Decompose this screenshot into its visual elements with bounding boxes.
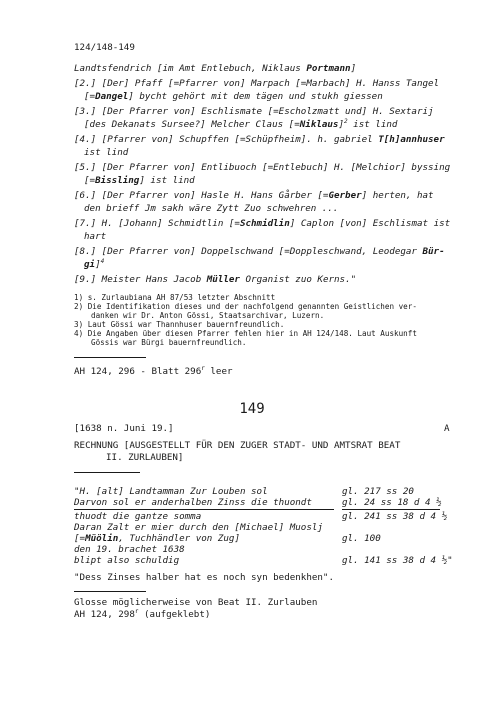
entry-5-line-1: [5.] [Der Pfarrer von] Entlibuoch [=Entlebuch] H. [Melchior] byssing: [74, 162, 451, 173]
document-title-line-1: RECHNUNG [AUSGESTELLT FÜR DEN ZUGER STADT- UND AMTSRAT BEAT: [74, 440, 401, 451]
divider: [74, 357, 146, 358]
footnote-2-line-2: danken wir Dr. Anton Gössi, Staatsarchivar, Luzern.: [91, 311, 325, 320]
account-line: den 19. brachet 1638: [74, 544, 185, 555]
entry-7-line-1: [7.] H. [Johann] Schmidtlin [=Schmidlin] Caplon [von] Eschlismat ist: [74, 218, 451, 229]
archive-reference: AH 124, 296 - Blatt 296$^r$ leer: [74, 364, 233, 377]
entry-intro: Landtsfendrich [im Amt Entlebuch, Niklaus Portmann]: [74, 63, 357, 74]
entry-7-line-2: hart: [84, 231, 107, 242]
entry-2-line-1: [2.] [Der] Pfaff [=Pfarrer von] Marpach [=Marbach] H. Hanss Tangel: [74, 78, 440, 89]
document-date: [1638 n. Juni 19.]: [74, 423, 174, 434]
entry-6-line-2: den brieff Jm sakh wäre Zytt Zuo schwehren ...: [84, 203, 339, 214]
document-reference: 124/148-149: [74, 42, 135, 53]
entry-4-line-2: ist lind: [84, 147, 129, 158]
account-line: [=Müölin, Tuchhändler von Zug]: [74, 533, 240, 544]
entry-5-line-2: [=Bissling] ist lind: [84, 175, 195, 186]
account-line: Darvon sol er anderhalben Zinss die thuondt: [74, 497, 312, 508]
account-amount: gl. 100: [342, 533, 381, 544]
account-line: "H. [alt] Landtamman Zur Louben sol: [74, 486, 268, 497]
entry-8-line-1: [8.] [Der Pfarrer von] Doppelschwand [=Doppleschwand, Leodegar Bür-: [74, 246, 445, 257]
document-title-line-2: II. ZURLAUBEN]: [106, 452, 184, 463]
entry-3-line-1: [3.] [Der Pfarrer von] Eschlismate [=Escholzmatt und] H. Sextarij: [74, 106, 434, 117]
account-line: thuodt die gantze somma: [74, 511, 202, 522]
account-amount: gl. 141 ss 38 d 4 ½": [342, 555, 453, 566]
divider: [74, 472, 140, 473]
footnote-1: 1) s. Zurlaubiana AH 87/53 letzter Abschnitt: [74, 293, 276, 302]
entry-4-line-1: [4.] [Pfarrer von] Schupffen [=Schüpfheim]. h. gabriel T[h]annhuser: [74, 134, 445, 145]
archive-reference: AH 124, 298$^r$ (aufgeklebt): [74, 607, 211, 620]
footnote-2-line-1: 2) Die Identifikation dieses und der nachfolgend genannten Geistlichen ver-: [74, 302, 417, 311]
sum-rule: [74, 509, 334, 510]
account-amount: gl. 24 ss 18 d 4 ½: [342, 497, 442, 508]
footnote-4-line-1: 4) Die Angaben über diesen Pfarrer fehlen hier in AH 124/148. Laut Auskunft: [74, 329, 417, 338]
account-line: blipt also schuldig: [74, 555, 180, 566]
document-marker: A: [444, 423, 450, 434]
footnote-4-line-2: Gössis war Bürgi bauernfreundlich.: [91, 338, 247, 347]
document-number: 149: [239, 401, 265, 417]
gloss-note: Glosse möglicherweise von Beat II. Zurlauben: [74, 597, 318, 608]
account-note: "Dess Zinses halber hat es noch syn bedenkhen".: [74, 572, 334, 583]
entry-9: [9.] Meister Hans Jacob Müller Organist zuo Kerns.": [74, 274, 357, 285]
footnote-3: 3) Laut Gössi war Thannhuser bauernfreundlich.: [74, 320, 285, 329]
entry-8-line-2: gi]$^4$: [84, 257, 105, 270]
sum-rule: [342, 509, 440, 510]
entry-3-line-2: [des Dekanats Sursee?] Melcher Claus [=Niklaus]$^2$ ist lind: [84, 117, 398, 130]
entry-2-line-2: [=Dangel] bycht gehört mit dem tägen und stukh giessen: [84, 91, 383, 102]
account-line: Daran Zalt er mier durch den [Michael] Muoslj: [74, 522, 323, 533]
divider: [74, 591, 146, 592]
account-amount: gl. 217 ss 20: [342, 486, 414, 497]
account-amount: gl. 241 ss 38 d 4 ½: [342, 511, 448, 522]
entry-6-line-1: [6.] [Der Pfarrer von] Hasle H. Hans Gårber [=Gerber] herten, hat: [74, 190, 434, 201]
